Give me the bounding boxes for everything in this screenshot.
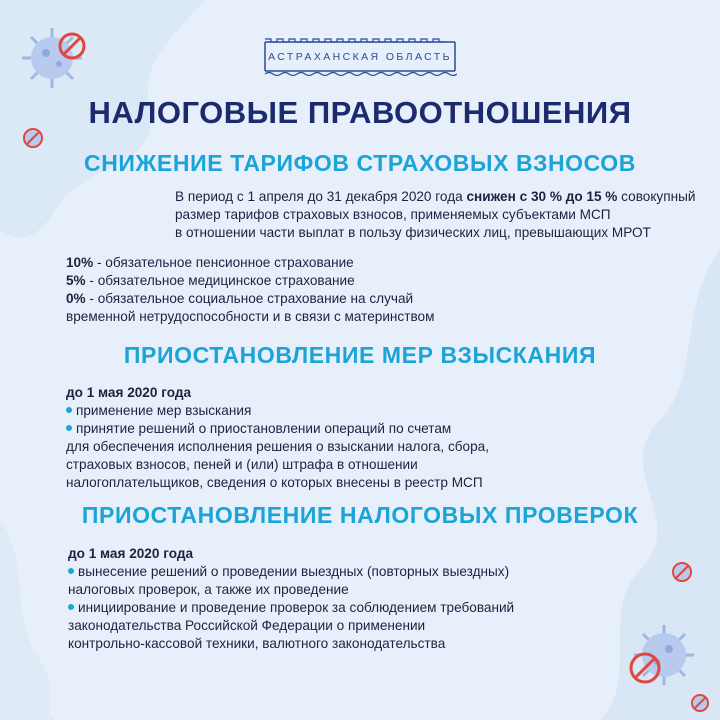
bullet-icon: [66, 425, 72, 431]
deadline-date: до 1 мая 2020 года: [68, 546, 194, 561]
bullet-icon: [68, 604, 74, 610]
rate-change: снижен с 30 % до 15 %: [466, 189, 618, 204]
region-logo: [263, 37, 457, 77]
insurance-rates-list: 10% - обязательное пенсионное страхование 5% - обязательное медицинское страхование 0% - обязательное социальное страхование на случай временной нетрудоспособности и в связи с материнством: [66, 255, 435, 324]
list-item: применение мер взыскания: [66, 402, 489, 420]
virus-icon-small: [24, 129, 42, 147]
logo-text: АСТРАХАНСКАЯ ОБЛАСТЬ: [268, 51, 452, 63]
list-item: 0% - обязательное социальное страхование на случай: [66, 291, 414, 306]
section-heading-insurance-rates: СНИЖЕНИЕ ТАРИФОВ СТРАХОВЫХ ВЗНОСОВ: [83, 150, 637, 176]
tax-audits-details: до 1 мая 2020 года вынесение решений о проведении выездных (повторных выездных) налоговых проверок, а также их проведение инициирование и проведение проверок за соблюдением требований законодательства Российской Федерации о применении контрольно-кассовой техники, валютного законодательства: [68, 546, 515, 651]
list-item: 10% - обязательное пенсионное страхование: [66, 255, 354, 270]
deadline-date: до 1 мая 2020 года: [66, 385, 192, 400]
insurance-rates-intro: В период с 1 апреля до 31 декабря 2020 года снижен с 30 % до 15 % совокупный размер тарифов страховых взносов, применяемых субъектами МСП в отношении части выплат в пользу физических лиц, превышающих МРОТ: [175, 189, 696, 240]
list-item: инициирование и проведение проверок за соблюдением требований: [68, 599, 514, 617]
virus-icon-small: [692, 695, 708, 711]
collection-details: до 1 мая 2020 года применение мер взыскания принятие решений о приостановлении операций по счетам для обеспечения исполнения решения о взыскании налога, сбора, страховых взносов, пеней и (или) штрафа в отношении налогоплательщиков, сведения о которых внесены в реестр МСП: [66, 385, 489, 490]
bullet-icon: [66, 407, 72, 413]
list-item: 5% - обязательное медицинское страхование: [66, 273, 355, 288]
section-heading-tax-audits: ПРИОСТАНОВЛЕНИЕ НАЛОГОВЫХ ПРОВЕРОК: [81, 502, 639, 528]
list-item: вынесение решений о проведении выездных (повторных выездных): [68, 563, 514, 581]
page-title: НАЛОГОВЫЕ ПРАВООТНОШЕНИЯ: [88, 95, 632, 130]
list-item: принятие решений о приостановлении операций по счетам: [66, 420, 489, 438]
section-heading-collection: ПРИОСТАНОВЛЕНИЕ МЕР ВЗЫСКАНИЯ: [123, 342, 597, 368]
bullet-icon: [68, 568, 74, 574]
virus-icon-small: [673, 563, 691, 581]
